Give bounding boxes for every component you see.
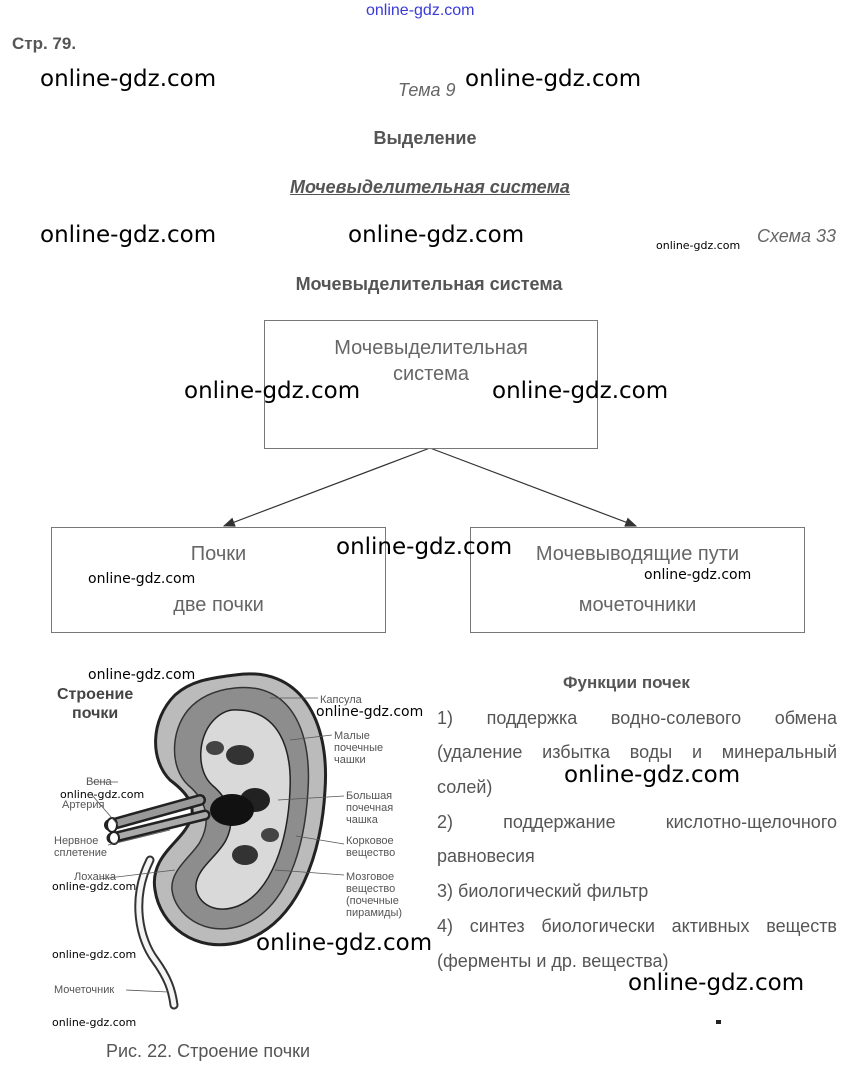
watermark: online-gdz.com [316, 704, 424, 720]
stray-dot [716, 1020, 721, 1024]
watermark: online-gdz.com [256, 930, 433, 956]
label-medulla-1: Мозговое [346, 871, 395, 883]
label-artery: Артерия [62, 799, 105, 811]
watermark: online-gdz.com [52, 1016, 137, 1029]
label-small-cups-3: чашки [334, 754, 366, 766]
watermark: online-gdz.com [656, 239, 741, 252]
label-nerve-1: Нервное [54, 835, 99, 847]
theme-label: Тема 9 [398, 80, 456, 100]
function-1-line3: солей) [437, 777, 493, 797]
scheme-title: Мочевыделительная система [295, 274, 563, 294]
watermark: online-gdz.com [88, 571, 196, 587]
function-2-line2: равновесия [437, 846, 535, 866]
section-title: Выделение [373, 128, 477, 148]
label-medulla [346, 871, 402, 919]
watermark: online-gdz.com [52, 948, 137, 961]
figure-caption: Рис. 22. Строение почки [106, 1041, 311, 1061]
function-4-line2: (ферменты и др. вещества) [437, 951, 669, 971]
box-main-line2: система [392, 363, 470, 385]
subsection-title: Мочевыделительная система [290, 177, 570, 197]
label-pelvis: Лоханка [74, 871, 116, 883]
label-medulla-3: (почечные [346, 895, 399, 907]
watermark-top: online-gdz.com [366, 2, 475, 19]
function-1-line2: (удаление избытка воды и минеральный [437, 742, 837, 762]
box-urinary-tract [470, 527, 805, 633]
watermark: online-gdz.com [465, 66, 642, 92]
label-medulla-4: пирамиды) [346, 907, 403, 919]
label-big-cup-1: Большая [346, 790, 393, 802]
box-kidneys-title: Почки [190, 543, 247, 565]
function-2-line1: 2) поддержание кислотно-щелочного [437, 812, 837, 832]
box-main-line1: Мочевыделительная [334, 337, 528, 359]
watermark: online-gdz.com [40, 222, 217, 248]
watermark: online-gdz.com [184, 378, 361, 404]
function-4-line1: 4) синтез биологически активных веществ [437, 916, 837, 936]
figure-title-line2: почки [72, 705, 119, 722]
watermark: online-gdz.com [628, 970, 805, 996]
label-nerve-2: сплетение [54, 847, 107, 859]
label-small-cups [334, 730, 383, 766]
label-big-cup-3: чашка [346, 814, 378, 826]
watermark: online-gdz.com [348, 222, 525, 248]
label-cortex-1: Корковое [346, 835, 394, 847]
watermark: online-gdz.com [88, 667, 196, 683]
function-3: 3) биологический фильтр [437, 881, 649, 901]
function-1-line1: 1) поддержка водно-солевого обмена [437, 708, 837, 728]
box-tract-title: Мочевыводящие пути [535, 543, 740, 565]
watermark: online-gdz.com [644, 567, 752, 583]
functions-title: Функции почек [563, 673, 690, 692]
label-medulla-2: вещество [346, 883, 396, 895]
watermark: online-gdz.com [492, 378, 669, 404]
box-tract-value: мочеточники [578, 594, 697, 616]
watermark: online-gdz.com [336, 534, 513, 560]
arrow-to-ureters [430, 448, 636, 526]
label-capsule: Капсула [320, 694, 362, 706]
scheme-label: Схема 33 [757, 226, 836, 246]
label-big-cup-2: почечная [346, 802, 394, 814]
label-nerve [54, 835, 107, 859]
label-small-cups-2: почечные [334, 742, 384, 754]
watermark: online-gdz.com [60, 788, 145, 801]
label-vein: Вена [86, 776, 112, 788]
watermark: online-gdz.com [40, 66, 217, 92]
watermark: online-gdz.com [564, 762, 741, 788]
watermark: online-gdz.com [52, 880, 137, 893]
label-cortex [346, 835, 395, 859]
label-big-cup [346, 790, 393, 826]
label-ureter: Мочеточник [54, 984, 115, 996]
figure-title-line1: Строение [57, 686, 134, 703]
label-small-cups-1: Малые [334, 730, 370, 742]
box-kidneys-value: две почки [173, 594, 264, 616]
arrow-to-kidneys [224, 448, 430, 526]
label-cortex-2: вещество [346, 847, 396, 859]
figure-title [57, 685, 133, 723]
page-number: Стр. 79. [12, 34, 77, 53]
